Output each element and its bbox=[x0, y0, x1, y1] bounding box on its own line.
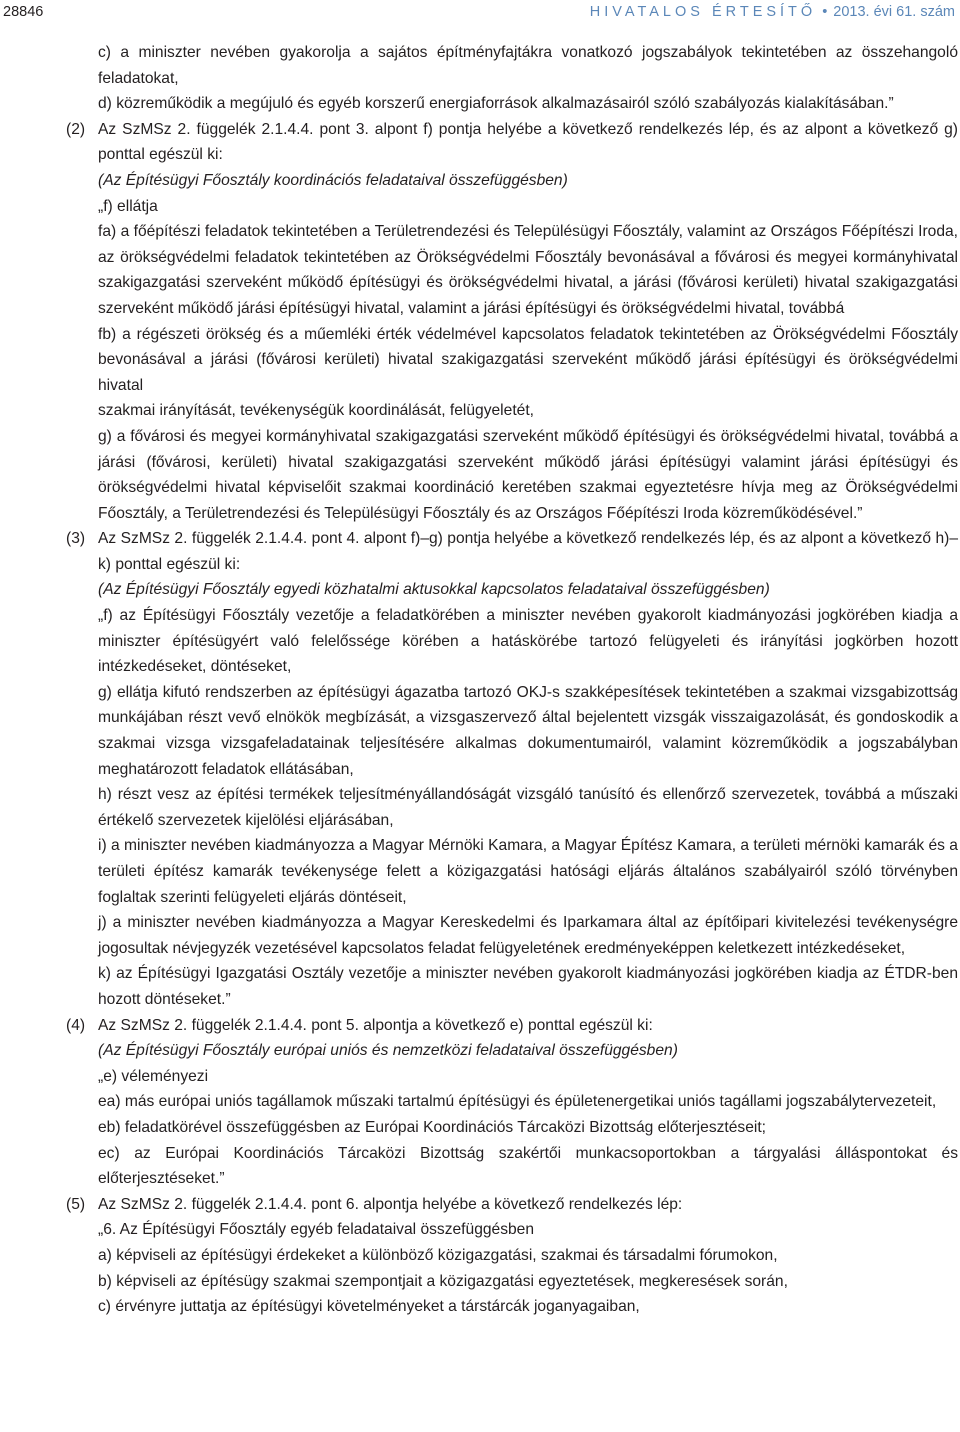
paragraph bbox=[98, 322, 958, 399]
paragraph bbox=[98, 40, 958, 91]
paragraph-text: d) közreműködik a megújuló és egyéb korszerű energiaforrások alkalmazásairól szóló szabályozás kialakításában.” bbox=[98, 95, 894, 113]
section-number: (4) bbox=[66, 1016, 86, 1034]
paragraph-text: „f) az Építésügyi Főosztály vezetője a feladatkörében a miniszter nevében gyakorolt kiadmányozási jogkörében kiadja a miniszter építésügyért való felelőssége körében a hatáskörébe tartozó felügyeleti és irányítási jogkörben hozott intézkedéseket, döntéseket, bbox=[98, 607, 958, 676]
paragraph-text: fb) a régészeti örökség és a műemléki érték védelmével kapcsolatos feladatok tekintetében az Örökségvédelmi Főosztály bevonásával a járási (fővárosi kerületi) hivatal szakigazgatási szerveként működő járási építésügyi és örökségvédelmi hivatal bbox=[98, 325, 958, 394]
paragraph-text: „f) ellátja bbox=[98, 197, 158, 215]
section-number: (2) bbox=[66, 120, 86, 138]
paragraph bbox=[98, 424, 958, 526]
paragraph-text: ea) más európai uniós tagállamok műszaki tartalmú építésügyi és épületenergetikai uniós tagállami jogszabálytervezeteit, bbox=[98, 1093, 937, 1111]
paragraph-text: Az SzMSz 2. függelék 2.1.4.4. pont 4. alpont f)–g) pontja helyébe a következő rendelkezés lép, és az alpont a következő h)–k) ponttal egészül ki: bbox=[98, 530, 958, 573]
paragraph-text: j) a miniszter nevében kiadmányozza a Magyar Kereskedelmi és Iparkamara által az építőipari kivitelezési tevékenységre jogosultak névjegyzék vezetésével kapcsolatos feladat felügyeletének eredményeképpen keletkezett intézkedéseket, bbox=[98, 914, 958, 957]
paragraph bbox=[66, 526, 958, 577]
paragraph-text: szakmai irányítását, tevékenységük koordinálását, felügyeletét, bbox=[98, 402, 534, 420]
paragraph-text: Az SzMSz 2. függelék 2.1.4.4. pont 5. alpontja a következő e) ponttal egészül ki: bbox=[98, 1016, 653, 1034]
paragraph bbox=[98, 910, 958, 961]
page-number: 28846 bbox=[3, 4, 44, 20]
paragraph bbox=[98, 1115, 958, 1141]
paragraph bbox=[98, 680, 958, 782]
paragraph-text: „6. Az Építésügyi Főosztály egyéb feladataival összefüggésben bbox=[98, 1221, 535, 1239]
paragraph bbox=[98, 219, 958, 321]
section-number: (5) bbox=[66, 1195, 86, 1213]
paragraph-text: g) ellátja kifutó rendszerben az építésügyi ágazatba tartozó OKJ-s szakképesítések tekintetében a szakmai vizsgabizottság munkájában részt vevő elnökök megbízását, a vizsgaszervező által bejelentett vizsgák visszaigazolását, és gondoskodik a szakmai vizsga vizsgafeladatainak teljesítésére alkalmas dokumentumairól, valamint közreműködik a jogszabályban meghatározott feladatok ellátásában, bbox=[98, 683, 958, 778]
paragraph-text: (Az Építésügyi Főosztály koordinációs feladataival összefüggésben) bbox=[98, 171, 568, 189]
paragraph bbox=[98, 1243, 958, 1269]
paragraph bbox=[98, 1038, 958, 1064]
paragraph bbox=[98, 833, 958, 910]
paragraph bbox=[98, 1217, 958, 1243]
paragraph bbox=[98, 398, 958, 424]
paragraph-text: fa) a főépítészi feladatok tekintetében a Területrendezési és Településügyi Főosztály, valamint az Országos Főépítészi Iroda, az örökségvédelmi feladatok tekintetében az Örökségvédelmi Főosztály bevonásával a fővárosi és megyei kormányhivatal szakigazgatási szerveként működő építésügyi és örökségvédelmi hivatal, a járási (fővárosi kerületi) hivatal szakigazgatási szerveként működő járási építésügyi hivatal, valamint a járási építésügyi és örökségvédelmi hivatal, továbbá bbox=[98, 223, 958, 317]
paragraph bbox=[98, 603, 958, 680]
section-number: (3) bbox=[66, 530, 86, 548]
page-header bbox=[0, 0, 960, 28]
issue-label: 2013. évi 61. szám bbox=[833, 4, 955, 20]
document-body bbox=[66, 40, 958, 1320]
paragraph bbox=[66, 1013, 958, 1039]
bullet-separator: • bbox=[822, 4, 828, 20]
paragraph bbox=[66, 1192, 958, 1218]
paragraph-text: a) képviseli az építésügyi érdekeket a különböző közigazgatási, szakmai és társadalmi fórumokon, bbox=[98, 1246, 778, 1264]
paragraph-text: Az SzMSz 2. függelék 2.1.4.4. pont 3. alpont f) pontja helyébe a következő rendelkezés lép, és az alpont a következő g) ponttal egészül ki: bbox=[98, 120, 958, 164]
paragraph bbox=[98, 194, 958, 220]
paragraph bbox=[98, 782, 958, 833]
paragraph bbox=[98, 168, 958, 194]
running-head bbox=[590, 4, 955, 20]
paragraph-text: Az SzMSz 2. függelék 2.1.4.4. pont 6. alpontja helyébe a következő rendelkezés lép: bbox=[98, 1195, 683, 1213]
paragraph bbox=[98, 1294, 958, 1320]
paragraph-text: (Az Építésügyi Főosztály egyedi közhatalmi aktusokkal kapcsolatos feladataival összefüggésben) bbox=[98, 581, 770, 599]
paragraph bbox=[98, 1064, 958, 1090]
paragraph bbox=[98, 961, 958, 1012]
paragraph-text: „e) véleményezi bbox=[98, 1067, 209, 1085]
paragraph bbox=[98, 1141, 958, 1192]
paragraph bbox=[98, 1269, 958, 1295]
paragraph-text: k) az Építésügyi Igazgatási Osztály vezetője a miniszter nevében gyakorolt kiadmányozási jogkörében kiadja az ÉTDR-ben hozott döntéseket.” bbox=[98, 965, 958, 1008]
paragraph bbox=[98, 91, 958, 117]
journal-title: HIVATALOS ÉRTESÍTŐ bbox=[589, 4, 817, 20]
paragraph-text: ec) az Európai Koordinációs Tárcaközi Bizottság szakértői munkacsoportokban a tárgyalási álláspontokat és előterjesztéseket.” bbox=[98, 1144, 958, 1188]
paragraph bbox=[98, 577, 958, 603]
paragraph bbox=[66, 117, 958, 168]
paragraph-text: eb) feladatkörével összefüggésben az Európai Koordinációs Tárcaközi Bizottság előterjesztéseit; bbox=[98, 1118, 767, 1136]
paragraph bbox=[98, 1089, 958, 1115]
paragraph-text: i) a miniszter nevében kiadmányozza a Magyar Mérnöki Kamara, a Magyar Építész Kamara, a területi mérnöki kamarák és a területi építész kamarák tevékenysége felett a közigazgatási hatósági eljárás általános szabályairól szóló törvényben foglaltak szerinti felügyeleti eljárás döntéseit, bbox=[98, 837, 958, 906]
paragraph-text: b) képviseli az építésügy szakmai szempontjait a közigazgatási egyeztetések, megkeresések során, bbox=[98, 1272, 788, 1290]
paragraph-text: g) a fővárosi és megyei kormányhivatal szakigazgatási szerveként működő építésügyi és örökségvédelmi hivatal, továbbá a járási (fővárosi, kerületi) hivatal szakigazgatási szerveként működő járási építésügyi valamint járási építésügyi és örökségvédelmi hivatal képviselőit szakmai koordináció keretében szakmai egyeztetésre hívja meg az Örökségvédelmi Főosztály, a Területrendezési és Településügyi Főosztály és az Országos Főépítészi Iroda közreműködésével.” bbox=[98, 427, 958, 522]
paragraph-text: h) részt vesz az építési termékek teljesítményállandóságát vizsgáló tanúsító és ellenőrző szervezetek, továbbá a műszaki értékelő szervezetek kijelölési eljárásában, bbox=[98, 786, 958, 829]
paragraph-text: (Az Építésügyi Főosztály európai uniós és nemzetközi feladataival összefüggésben) bbox=[98, 1042, 678, 1060]
paragraph-text: c) érvényre juttatja az építésügyi követelményeket a társtárcák joganyagaiban, bbox=[98, 1298, 640, 1316]
paragraph-text: c) a miniszter nevében gyakorolja a sajátos építményfajtákra vonatkozó jogszabályok tekintetében az összehangoló feladatokat, bbox=[98, 44, 958, 87]
